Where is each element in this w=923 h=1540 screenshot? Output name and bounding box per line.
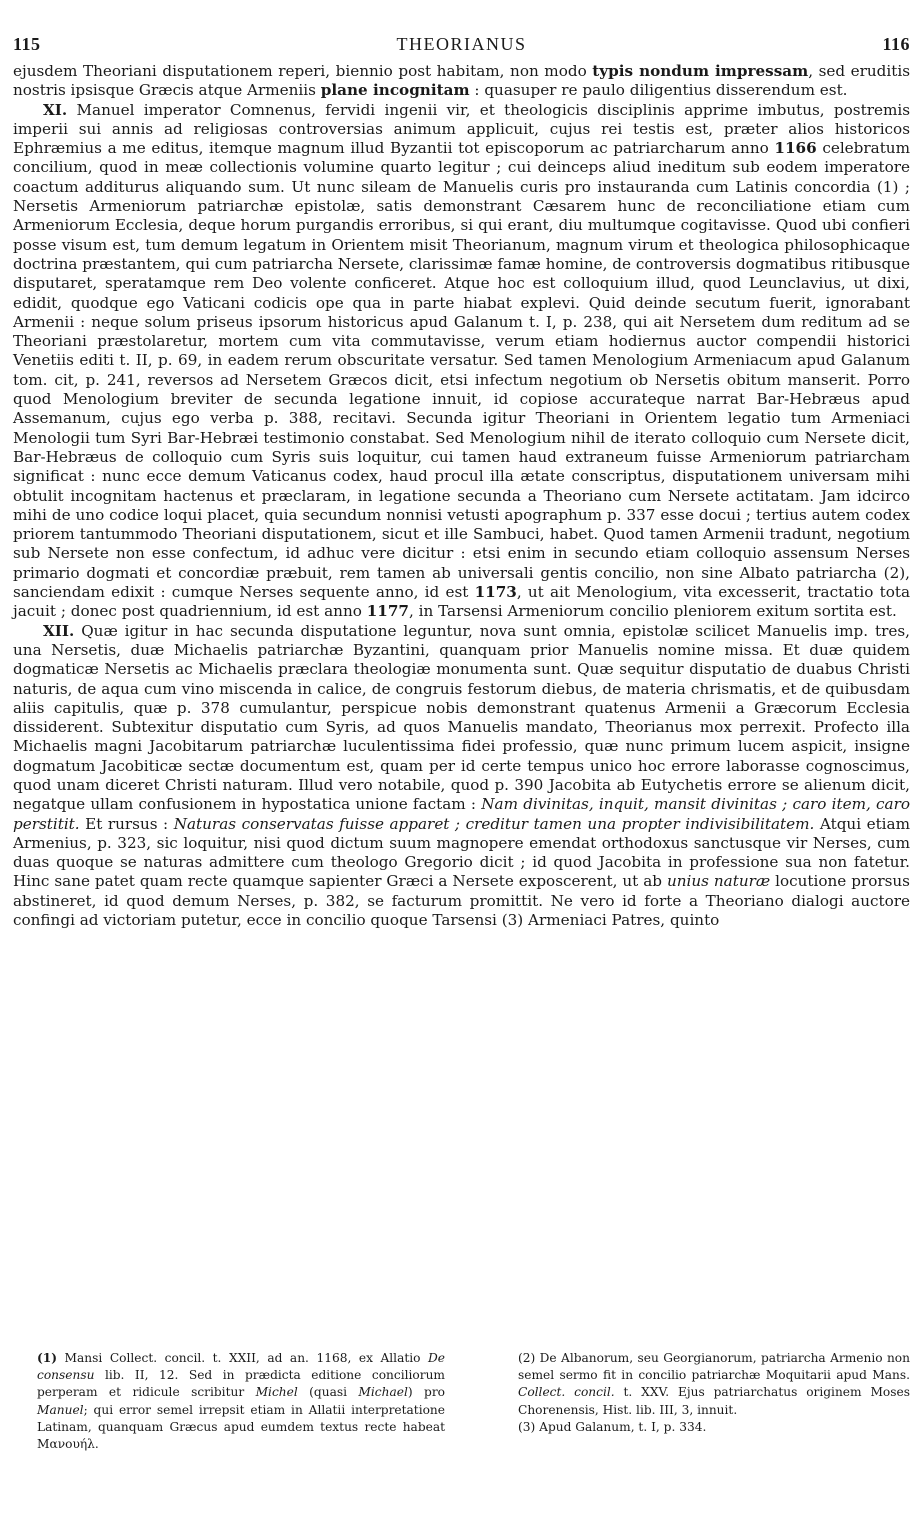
main-text <box>13 62 910 930</box>
footnote-column-right <box>518 1350 910 1453</box>
footnote-column-left <box>37 1350 445 1453</box>
footnote-3: (3) Apud Galanum, t. I, p. 334. <box>518 1419 707 1434</box>
section-number: XII. <box>43 621 75 640</box>
footnotes <box>37 1350 910 1453</box>
section-number: XI. <box>43 100 68 119</box>
paragraph-xii: XII. Quæ igitur in hac secunda disputatione leguntur, nova sunt omnia, epistolæ scilicet Manuelis imp. tres, una Nersetis, duæ Michaelis patriarchæ Byzantini, quanquam prior Manuelis nomine missa. Et duæ quidem dogmaticæ Nersetis ac Michaelis præclara theologiæ monumenta sunt. Quæ sequitur disputatio de duabus Christi naturis, de aqua cum vino miscenda in calice, de congruis festorum diebus, de materia chrismatis, et de quibusdam aliis capitulis, quæ p. 378 cumulantur, perspicue nobis demonstrant quatenus Armenii a Græcorum Ecclesia dissiderent. Subtexitur disputatio cum Syris, ad quos Manuelis mandato, Theorianus mox perrexit. Profecto illa Michaelis magni Jacobitarum patriarchæ luculentissima fidei professio, quæ nunc primum lucem aspicit, insigne dogmatum Jacobiticæ sectæ documentum est, quam per id certe tempus unico hoc errore laborasse cognoscimus, quod unam diceret Christi naturam. Illud vero notabile, quod p. 390 Jacobita ab Eutychetis errore se alienum dicit, negatque ullam confusionem in hypostatica unione factam : Nam divinitas, inquit, mansit divinitas ; caro item, caro perstitit. Et rursus : Naturas conservatas fuisse apparet ; creditur tamen una propter indivisibilitatem. Atqui etiam Armenius, p. 323, sic loquitur, nisi quod dictum suum magnopere emendat orthodoxus sanctusque vir Nerses, cum duas quoque se naturas admittere cum theologo Gregorio dicit ; id quod Jacobita in professione sua non fatetur. Hinc sane patet quam recte quamque sapienter Græci a Nersete exposcerent, ut ab unius naturæ locutione prorsus abstineret, id quod demum Nerses, p. 382, se facturum promittit. Ne vero id forte a Theoriano dialogi auctore confingi ad victoriam putetur, ecce in concilio quoque Tarsensi (3) Armeniaci Patres, quinto <box>13 621 910 930</box>
bold-year: 1166 <box>774 139 817 158</box>
italic-quote: Nam divinitas, inquit, mansit divinitas ; caro item, caro perstitit. <box>13 795 910 833</box>
bold-phrase: typis nondum impressam <box>592 62 809 80</box>
paragraph-xi: XI. Manuel imperator Comnenus, fervidi ingenii vir, et theologicis disciplinis apprime imbutus, postremis imperii sui annis ad religiosas controversias animum applicuit, cujus rei testis est, præter alios historicos Ephræmius a me editus, itemque magnum illud Byzantii tot episcoporum ac patriarcharum anno 1166 celebratum concilium, quod in meæ collectionis volumine quarto legitur ; cui deinceps aliud ineditum sub eodem imperatore coactum additurus aliquando sum. Ut nunc sileam de Manuelis curis pro instauranda cum Latinis concordia (1) ; Nersetis Armeniorum patriarchæ epistolæ, satis demonstrant Cæsarem hunc de reconciliatione etiam cum Armeniorum Ecclesia, deque horum purgandis erroribus, si qui erant, diu multumque cogitavisse. Quod ubi confieri posse visum est, tum demum legatum in Orientem misit Theorianum, magnum virum et theologica philosophicaque doctrina præstantem, qui cum patriarcha Nersete, clarissimæ famæ homine, de controversis dogmatibus ritibusque disputaret, speratamque rem Deo volente conficeret. Atque hoc est colloquium illud, quod Leunclavius, ut dixi, edidit, quodque ego Vaticani codicis ope qua in parte hiabat explevi. Quid deinde secutum fuerit, ignorabant Armenii : neque solum priseus ipsorum historicus apud Galanum t. I, p. 238, qui ait Nersetem dum reditum ad se Theoriani præstolaretur, mortem cum vita commutavisse, verum etiam hodiernus auctor compendii historici Venetiis editi t. II, p. 69, in eadem rerum obscuritate versatur. Sed tamen Menologium Armeniacum apud Galanum tom. cit, p. 241, reversos ad Nersetem Græcos dicit, etsi infectum negotium ob Nersetis obitum manserit. Porro quod Menologium breviter de secunda legatione innuit, id copiose accurateque narrat Bar-Hebræus apud Assemanum, cujus ego verba p. 388, recitavi. Secunda igitur Theoriani in Orientem legatio tum Armeniaci Menologii tum Syri Bar-Hebræi testimonio constabat. Sed Menologium nihil de iterato colloquio cum Nersete dicit, Bar-Hebræus de colloquio cum Syris suis loquitur, cui tamen haud extraneum fuisse Armeniorum patriarcham significat : nunc ecce demum Vaticanus codex, haud procul illa ætate conscriptus, disputationem universam mihi obtulit incognitam hactenus et præclaram, in legatione secunda a Theoriano cum Nersete actitatam. Jam idcirco mihi de uno codice loqui placet, quia secundum nonnisi vetusti apographum p. 337 esse docui ; tertius autem codex priorem tantummodo Theoriani disputationem, sicut et ille Sambuci, habet. Quod tamen Armenii tradunt, negotium sub Nersete non esse confectum, id adhuc vere dicitur : etsi enim in secundo etiam colloquio assensum Nerses primario dogmati et concordiæ præbuit, rem tamen ab universali gentis concilio, non sine Albato patriarcha (2), sanciendam edixit : cumque Nerses sequente anno, id est 1173, ut ait Menologium, vita excesserit, tractatio tota jacuit ; donec post quadriennium, id est anno 1177, in Tarsensi Armeniorum concilio pleniorem exitum sortita est. <box>13 100 910 621</box>
paragraph-continuation: ejusdem Theoriani disputationem reperi, biennio post habitam, non modo typis nondum impressam, sed eruditis nostris ipsisque Græcis atque Armeniis plane incognitam : quasuper re paulo diligentius disserendum est. <box>13 62 910 100</box>
bold-phrase: plane incognitam <box>320 81 470 100</box>
italic-quote: Naturas conservatas fuisse apparet ; creditur tamen una propter indivisibilitatem. <box>173 814 815 833</box>
footnote-1: (1) Mansi Collect. concil. t. XXII, ad an. 1168, ex Allatio De consensu lib. II, 12. Sed in prædicta editione conciliorum perperam et ridicule scribitur Michel (quasi Michael) pro Manuel; qui error semel irrepsit etiam in Allatii interpretatione Latinam, quanquam Græcus apud eumdem textus recte habeat Μανουήλ. <box>37 1351 445 1452</box>
page-number-right: 116 <box>882 34 910 54</box>
footnote-2: (2) De Albanorum, seu Georgianorum, patriarcha Armenio non semel sermo fit in concilio patriarchæ Moquitarii apud Mans. Collect. concil. t. XXV. Ejus patriarchatus originem Moses Chorenensis, Hist. lib. III, 3, innuit. <box>518 1351 910 1417</box>
bold-year: 1173 <box>474 583 517 602</box>
page-number-left: 115 <box>13 34 41 54</box>
running-title: THEORIANUS <box>396 34 527 54</box>
running-head <box>13 34 910 62</box>
bold-year: 1177 <box>366 602 409 621</box>
italic-term: unius naturæ <box>666 872 771 891</box>
